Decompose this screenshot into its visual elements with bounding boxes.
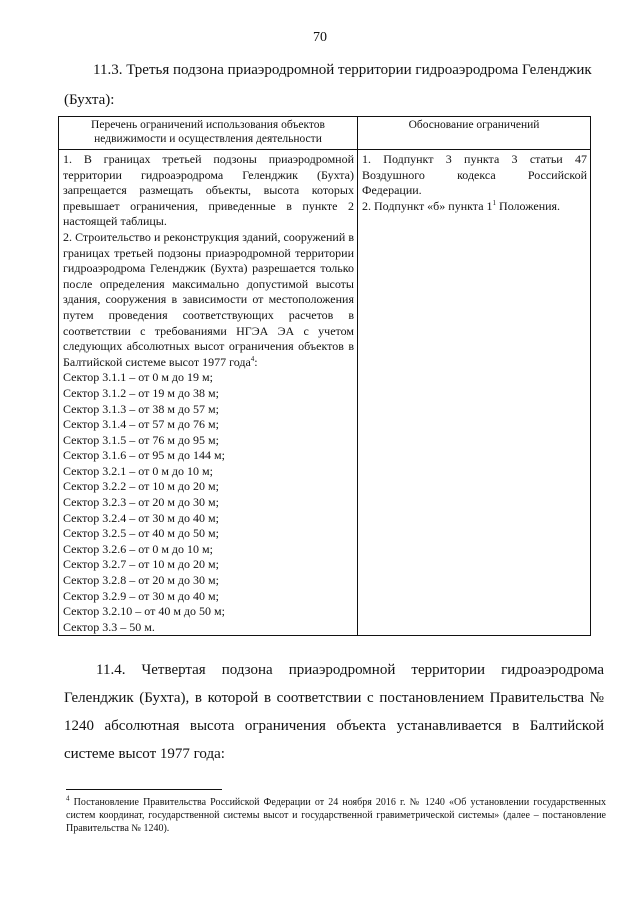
sector-item: Сектор 3.2.3 – от 20 м до 30 м;: [63, 495, 219, 510]
sector-item: Сектор 3.2.8 – от 20 м до 30 м;: [63, 573, 219, 588]
sector-item: Сектор 3.1.3 – от 38 м до 57 м;: [63, 401, 219, 416]
restriction-item-1: 1. В границах третьей подзоны приаэродромной территории гидроаэродрома Геленджик (Бухта) запрещается размещать объекты, высота которых превышает ограничения, приведенные в пункте 2 настоящей таблицы.: [63, 152, 354, 229]
footnote-ref: 4: [250, 354, 255, 363]
restrictions-cell: [59, 150, 358, 636]
sector-item: Сектор 3.2.9 – от 30 м до 40 м;: [63, 588, 219, 603]
table-row: [59, 150, 591, 636]
restriction-item-2-text: 2. Строительство и реконструкция зданий, сооружений в границах третьей подзоны приаэродромной территории гидроаэродрома Геленджик (Бухта) разрешается только после определения максимально допустимой высоты здания, сооружения в зависимости от местоположения путем проведения соответствующих расчетов в соответствии с требованиями НГЭА ЭА с учетом следующих абсолютных высот ограничения объектов в Балтийской системе высот 1977 года: [63, 229, 354, 369]
basis-item-2-text: 2. Подпункт «б» пункта 1: [362, 198, 493, 213]
restriction-item-2-colon: :: [254, 354, 258, 369]
sector-item: Сектор 3.1.1 – от 0 м до 19 м;: [63, 370, 213, 385]
section-heading: 11.3. Третья подзона приаэродромной территории гидроаэродрома Геленджик: [93, 62, 592, 78]
basis-superscript: 1: [492, 198, 497, 207]
sector-item: Сектор 3.2.4 – от 30 м до 40 м;: [63, 510, 219, 525]
header-restrictions-basis: Обоснование ограничений: [358, 117, 591, 150]
table-header-row: [59, 117, 591, 150]
header-restrictions-list: Перечень ограничений использования объектов недвижимости и осуществления деятельности: [59, 117, 358, 150]
sector-item: Сектор 3.1.5 – от 76 м до 95 м;: [63, 432, 219, 447]
sector-item: Сектор 3.1.4 – от 57 м до 76 м;: [63, 417, 219, 432]
sector-item: Сектор 3.3 – 50 м.: [63, 619, 155, 634]
sector-item: Сектор 3.2.1 – от 0 м до 10 м;: [63, 463, 213, 478]
paragraph-11-4: 11.4. Четвертая подзона приаэродромной территории гидроаэродрома Геленджик (Бухта), в которой в соответствии с постановлением Правительства № 1240 абсолютная высота ограничения объекта устанавливается в Балтийской системе высот 1977 года:: [64, 662, 604, 762]
basis-item-2-end: Положения.: [496, 198, 561, 213]
restrictions-table: [58, 116, 591, 636]
basis-item-2: [362, 199, 587, 215]
footnote: [66, 796, 606, 835]
restriction-item-2: [63, 230, 354, 370]
sector-item: Сектор 3.1.6 – от 95 м до 144 м;: [63, 448, 225, 463]
sector-item: Сектор 3.2.6 – от 0 м до 10 м;: [63, 541, 213, 556]
sector-list: [63, 370, 354, 635]
basis-cell: [358, 150, 591, 636]
sector-item: Сектор 3.2.5 – от 40 м до 50 м;: [63, 526, 219, 541]
sector-item: Сектор 3.1.2 – от 19 м до 38 м;: [63, 385, 219, 400]
basis-item-1: 1. Подпункт 3 пункта 3 статьи 47 Воздушного кодекса Российской Федерации.: [362, 152, 587, 198]
footnote-separator: [66, 789, 222, 790]
sector-item: Сектор 3.2.10 – от 40 м до 50 м;: [63, 604, 225, 619]
page-number: 70: [313, 30, 327, 45]
footnote-text: Постановление Правительства Российской Федерации от 24 ноября 2016 г. № 1240 «Об установлении государственных систем координат, государственной системы высот и государственной гравиметрической системы» (далее – постановление Правительства № 1240).: [66, 797, 606, 834]
footnote-marker: 4: [66, 794, 70, 803]
sector-item: Сектор 3.2.7 – от 10 м до 20 м;: [63, 557, 219, 572]
sector-item: Сектор 3.2.2 – от 10 м до 20 м;: [63, 479, 219, 494]
section-heading-continuation: (Бухта):: [64, 92, 115, 108]
